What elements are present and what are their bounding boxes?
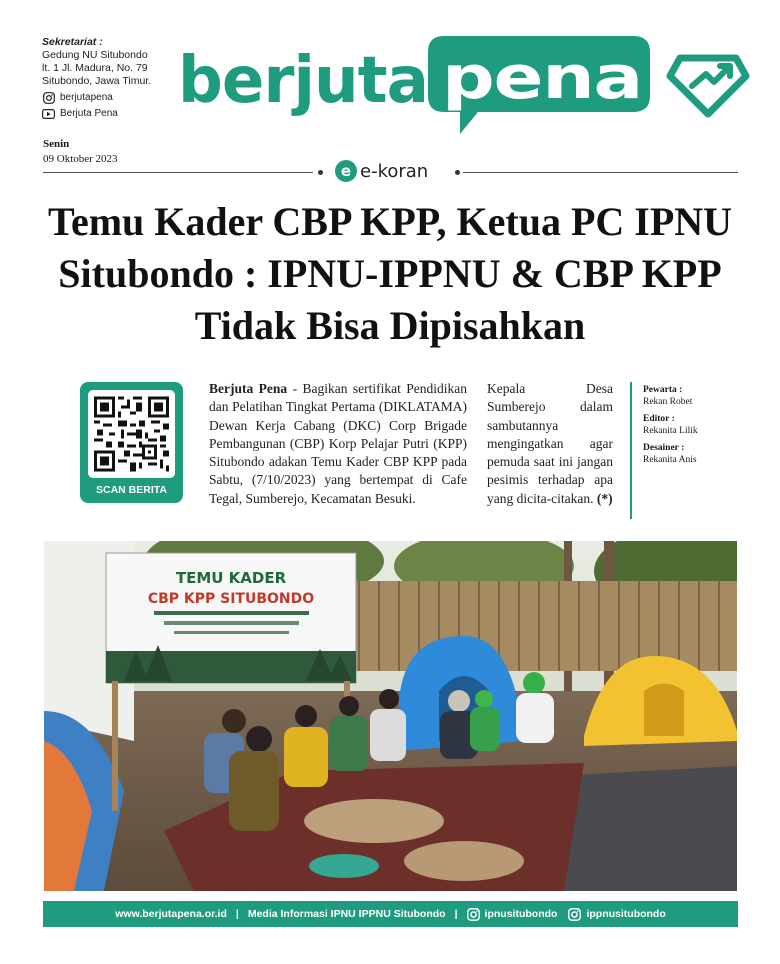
editor-name: Rekanita Lilik (643, 426, 698, 436)
instagram-icon (568, 908, 581, 921)
banner-subtitle: CBP KPP SITUBONDO (147, 591, 315, 607)
e-koran-label (332, 156, 450, 186)
divider-dot (455, 170, 460, 175)
article-end-mark: (*) (596, 490, 613, 506)
ipnu-instagram-link[interactable]: ipnusitubondo (484, 908, 558, 920)
instagram-handle: berjutapena (60, 92, 113, 103)
desainer-name: Rekanita Anis (643, 455, 697, 465)
banner-title: TEMU KADER (175, 569, 287, 587)
berjutapena-logo[interactable] (178, 30, 658, 140)
edition-text: e-koran (360, 161, 429, 182)
article-body: Kepala Desa Sumberejo dalam sambutannya mengingatkan agar pemuda saat ini jangan pesimis terhadap apa yang dicita-citakan. (487, 381, 613, 506)
article-lead: Berjuta Pena (209, 381, 288, 396)
youtube-channel: Berjuta Pena (60, 108, 118, 119)
desainer-label: Desainer : (643, 443, 685, 453)
address-line: lt. 1 Jl. Madura, No. 79 (42, 62, 148, 74)
article-column-1 (209, 380, 467, 508)
secretariat-info (42, 36, 172, 120)
address-line: Gedung NU Situbondo (42, 49, 148, 61)
editor-label: Editor : (643, 414, 675, 424)
ippnu-instagram-link[interactable]: ippnusitubondo (586, 908, 666, 920)
edition-date: 09 Oktober 2023 (43, 153, 118, 165)
svg-text:pena: pena (442, 43, 642, 113)
secretariat-label: Sekretariat : (42, 36, 103, 48)
svg-text:berjuta: berjuta (178, 44, 428, 118)
article-column-2 (487, 380, 613, 508)
article-photo (44, 541, 737, 891)
instagram-icon (42, 91, 55, 104)
edition-day: Senin (43, 138, 70, 150)
header-divider (43, 172, 313, 173)
article-body: - Bagikan sertifikat Pendidikan dan Pelatihan Tingkat Pertama (DIKLATAMA) Dewan Kerja Cabang (DKC) Corp Brigade Pembangunan (CBP) Korp Pelajar Putri (KPP) Situbondo adakan Temu Kader CBP KPP pada Sabtu, (7/10/2023) yang bertempat di Cafe Tegal, Sumberejo, Kecamatan Besuki. (209, 381, 468, 506)
instagram-icon (467, 908, 480, 921)
header-divider (463, 172, 738, 173)
scan-berita-label: SCAN BERITA (96, 484, 167, 496)
footer-bar: www.berjutapena.or.id | Media Informasi IPNU IPPNU Situbondo | ipnusitubondo ippnusitubondo (43, 901, 738, 927)
address-line: Situbondo, Jawa Timur. (42, 75, 152, 87)
diamond-logo-icon (666, 50, 750, 120)
divider-dot (318, 170, 323, 175)
footer-tagline: Media Informasi IPNU IPPNU Situbondo (247, 908, 446, 920)
article-headline: Temu Kader CBP KPP, Ketua PC IPNU Situbondo : IPNU-IPPNU & CBP KPP Tidak Bisa Dipisahkan (47, 199, 733, 348)
website-link[interactable]: www.berjutapena.or.id (115, 908, 227, 920)
credits-divider (630, 382, 632, 519)
svg-text:e: e (340, 162, 352, 180)
youtube-icon (42, 107, 55, 120)
instagram-link[interactable] (42, 91, 172, 104)
qr-code-icon[interactable] (94, 396, 169, 472)
pewarta-label: Pewarta : (643, 385, 683, 395)
pewarta-name: Rekan Robet (643, 397, 693, 407)
youtube-link[interactable] (42, 107, 172, 120)
credits (643, 384, 743, 471)
